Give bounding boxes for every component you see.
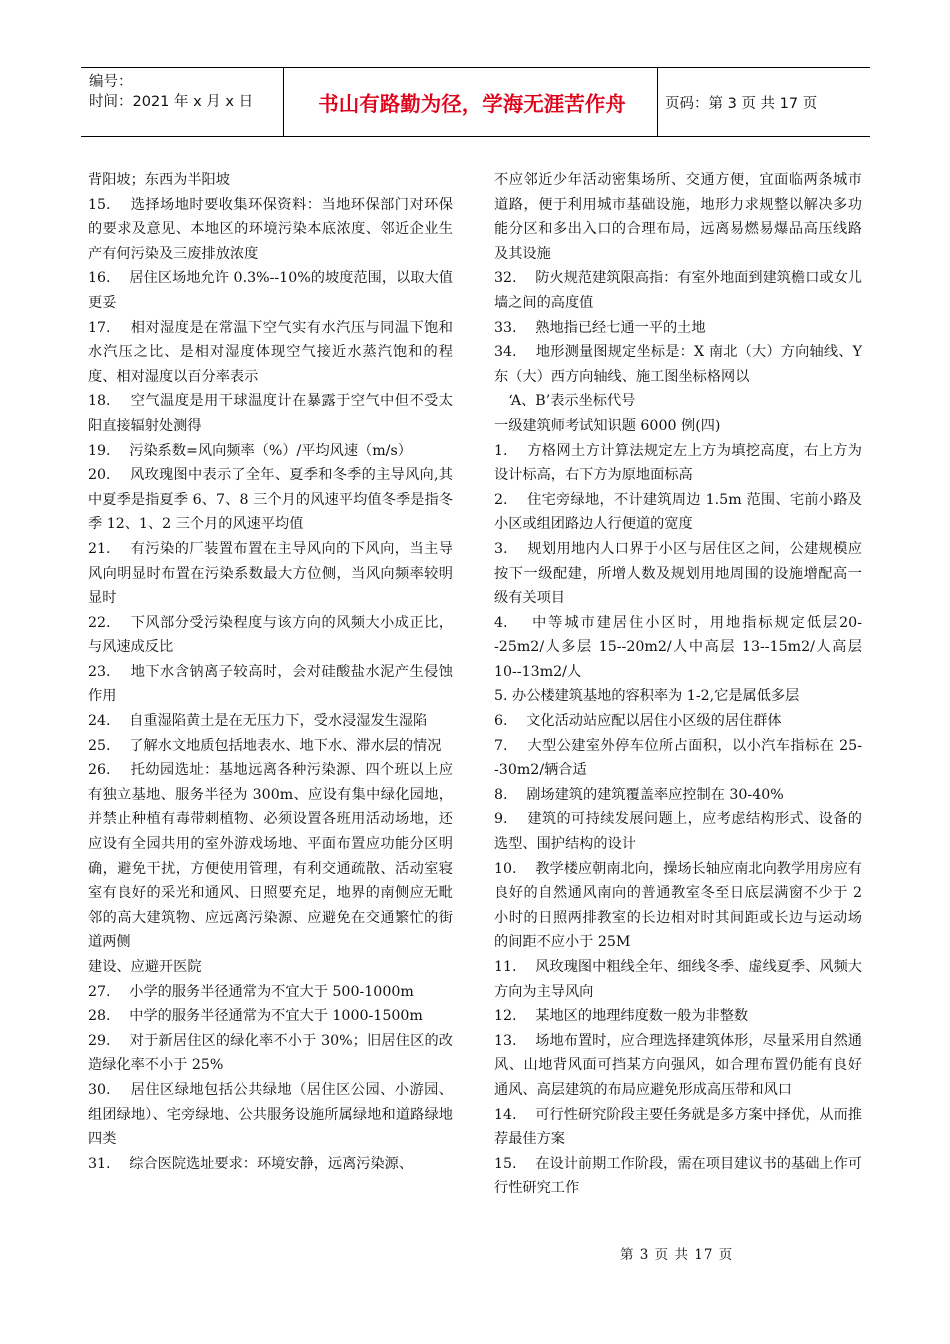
paragraph: 18. 空气温度是用干球温度计在暴露于空气中但不受太阳直接辐射处测得 <box>88 393 453 434</box>
paragraph: 31. 综合医院选址要求：环境安静，远离污染源、 <box>88 1155 414 1172</box>
left-text-column <box>88 168 453 1176</box>
paragraph: 29. 对于新居住区的绿化率不小于 30%；旧居住区的改造绿化率不小于 25% <box>88 1032 453 1074</box>
paragraph: 6. 文化活动站应配以居住小区级的居住群体 <box>494 713 782 730</box>
paragraph: 建设、应避开医院 <box>88 959 202 975</box>
paragraph: 7. 大型公建室外停车位所占面积，以小汽车指标在 25--30m2/辆合适 <box>494 737 862 779</box>
paragraph: 20. 风玫瑰图中表示了全年、夏季和冬季的主导风向,其中夏季是指夏季 6、7、8 三个月的风速平均值冬季是指冬季 12、1、2 三个月的风速平均值 <box>88 467 453 533</box>
paragraph: 4. 中等城市建居住小区时，用地指标规定低层20--25m2/人多层 15--20m2/人中高层 13--15m2/人高层 10--13m2/人 <box>494 614 862 680</box>
paragraph: 16. 居住区场地允许 0.3%--10%的坡度范围，以取大值更妥 <box>88 270 453 311</box>
paragraph: 2. 住宅旁绿地，不计建筑周边 1.5m 范围、宅前小路及小区或组团路边人行便道的宽度 <box>494 491 862 533</box>
section-heading: 一级建筑师考试知识题 6000 例(四) <box>494 417 721 434</box>
paragraph: 8. 剧场建筑的建筑覆盖率应控制在 30-40% <box>494 786 784 803</box>
paragraph: 10. 教学楼应朝南北向，操场长轴应南北向教学用房应有良好的自然通风南向的普通教室冬至日底层满窗不少于 2 小时的日照两排教室的长边相对时其间距或长边与运动场的间距不应小于 25M <box>494 860 862 951</box>
paragraph: 27. 小学的服务半径通常为不宜大于 500-1000m <box>88 983 414 1000</box>
paragraph: 14. 可行性研究阶段主要任务就是多方案中择优，从而推荐最佳方案 <box>494 1106 862 1148</box>
paragraph: 30. 居住区绿地包括公共绿地（居住区公园、小游园、组团绿地）、宅旁绿地、公共服务设施所属绿地和道路绿地四类 <box>88 1081 453 1148</box>
paragraph: 3. 规划用地内人口界于小区与居住区之间，公建规模应按下一级配建，所增人数及规划用地周围的设施增配高一级有关项目 <box>494 540 862 607</box>
paragraph: 12. 某地区的地理纬度数一般为非整数 <box>494 1008 749 1025</box>
paragraph: 13. 场地布置时，应合理选择建筑体形，尽量采用自然通风、山地背风面可挡某方向强风，如合理布置仍能有良好通风、高层建筑的布局应避免形成高压带和风口 <box>494 1032 862 1098</box>
paragraph: 23. 地下水含钠离子较高时，会对硅酸盐水泥产生侵蚀作用 <box>88 663 453 705</box>
header-divider <box>283 68 284 136</box>
paragraph: 32. 防火规范建筑限高指：有室外地面到建筑檐口或女儿墙之间的高度值 <box>494 270 862 311</box>
header-divider <box>657 68 658 136</box>
paragraph: 11. 风玫瑰图中粗线全年、细线冬季、虚线夏季、风频大方向为主导风向 <box>494 959 862 1000</box>
paragraph: 不应邻近少年活动密集场所、交通方便，宜面临两条城市道路，便于利用城市基础设施，地形力求规整以解决多功能分区和多出入口的合理布局，远离易燃易爆品高压线路及其设施 <box>494 172 862 262</box>
paragraph: ‘A、B’表示坐标代号 <box>494 393 636 410</box>
document-date: 时间：2021 年 x 月 x 日 <box>89 94 254 110</box>
paragraph: 28. 中学的服务半径通常为不宜大于 1000-1500m <box>88 1008 423 1025</box>
page-header <box>81 67 870 137</box>
paragraph: 背阳坡；东西为半阳坡 <box>88 172 230 188</box>
paragraph: 19. 污染系数=风向频率（%）/平均风速（m/s） <box>88 442 412 459</box>
header-page-number: 页码：第 3 页 共 17 页 <box>665 95 818 112</box>
header-motto: 书山有路勤为径，学海无涯苦作舟 <box>318 92 626 116</box>
paragraph: 15. 选择场地时要收集环保资料：当地环保部门对环保的要求及意见、本地区的环境污染本底浓度、邻近企业生产有何污染及三废排放浓度 <box>88 196 453 262</box>
paragraph: 25. 了解水文地质包括地表水、地下水、滞水层的情况 <box>88 737 442 754</box>
right-text-column <box>494 168 862 1201</box>
paragraph: 22. 下风部分受污染程度与该方向的风频大小成正比，与风速成反比 <box>88 614 453 656</box>
header-meta <box>89 72 285 112</box>
document-number-label: 编号： <box>89 74 133 90</box>
paragraph: 26. 托幼园选址：基地远离各种污染源、四个班以上应有独立基地、服务半径为 300m、应设有集中绿化园地，并禁止种植有毒带刺植物、必须设置各班用活动场地，还应设有全园共用的室外游戏场地、平面布置应功能分区明确，避免干扰，方便使用管理，有利交通疏散、活动室寝室有良好的采光和通风、日照要充足，地界的南侧应无毗邻的高大建筑物、应远离污染源、应避免在交通繁忙的街道两侧 <box>88 762 453 951</box>
paragraph: 9. 建筑的可持续发展问题上，应考虑结构形式、设备的选型、围护结构的设计 <box>494 811 862 853</box>
paragraph: 15. 在设计前期工作阶段，需在项目建议书的基础上作可行性研究工作 <box>494 1155 862 1197</box>
paragraph: 33. 熟地指已经七通一平的土地 <box>494 319 706 336</box>
paragraph: 1. 方格网土方计算法规定左上方为填挖高度，右上方为设计标高，右下方为原地面标高 <box>494 442 862 484</box>
paragraph: 21. 有污染的厂装置布置在主导风向的下风向，当主导风向明显时布置在污染系数最大方位侧，当风向频率较明显时 <box>88 540 453 607</box>
paragraph: 5. 办公楼建筑基地的容积率为 1-2,它是属低多层 <box>494 688 800 705</box>
paragraph: 34. 地形测量图规定坐标是：X 南北（大）方向轴线、Y 东（大）西方向轴线、施工图坐标格网以 <box>494 344 862 385</box>
paragraph: 17. 相对湿度是在常温下空气实有水汽压与同温下饱和水汽压之比、是相对湿度体现空气接近水蒸汽饱和的程度、相对湿度以百分率表示 <box>88 319 453 385</box>
page-footer: 第 3 页 共 17 页 <box>620 1247 734 1263</box>
paragraph: 24. 自重湿陷黄土是在无压力下，受水浸湿发生湿陷 <box>88 713 428 730</box>
